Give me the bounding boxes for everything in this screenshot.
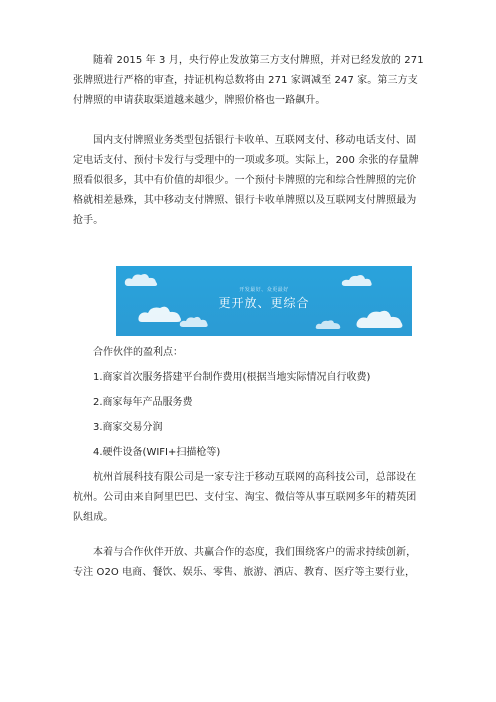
profit-item: 1.商家首次服务搭建平台制作费用(根据当地实际情况自行收费) (93, 372, 371, 383)
cloud-icon (314, 318, 344, 332)
profit-item: 4.硬件设备(WIFI+扫描枪等) (93, 447, 221, 458)
profit-item: 3.商家交易分润 (93, 422, 163, 433)
paragraph-company-intro: 杭州首展科技有限公司是一家专注于移动互联网的高科技公司，总部设在杭州。公司由来自阿里巴巴、支付宝、淘宝、微信等从事互联网多年的精英团队组成。 (73, 472, 417, 523)
paragraph-license-types: 国内支付牌照业务类型包括银行卡收单、互联网支付、移动电话支付、固定电话支付、预付卡发行与受理中的一项或多项。实际上，200 余张的存量牌照看似很多，其中有价值的却很少。一个预付卡牌照的完和综合性牌照的完价格就相差悬殊，其中移动支付牌照、银行卡收单牌照以及互联网支付牌照最为抢手。 (73, 135, 419, 226)
banner-title: 更开放、更综合 (218, 296, 310, 310)
profit-heading: 合作伙伴的盈利点： (93, 347, 183, 358)
banner-subtitle: 开发最好、众更最好 (239, 287, 289, 293)
promo-banner-image (116, 266, 412, 336)
paragraph-cooperation: 本着与合作伙伴开放、共赢合作的态度，我们围绕客户的需求持续创新，专注 O2O 电商、餐饮、娱乐、零售、旅游、酒店、教育、医疗等主要行业， (73, 547, 417, 578)
paragraph-payment-license: 随着 2015 年 3 月，央行停止发放第三方支付牌照，并对已经发放的 271 张牌照进行严格的审查，持证机构总数将由 271 家调减至 247 家。第三方支付牌照的申请获取渠道越来越少，牌照价格也一路飙升。 (73, 55, 424, 106)
cloud-icon (178, 314, 212, 330)
profit-item: 2.商家每年产品服务费 (93, 397, 193, 408)
